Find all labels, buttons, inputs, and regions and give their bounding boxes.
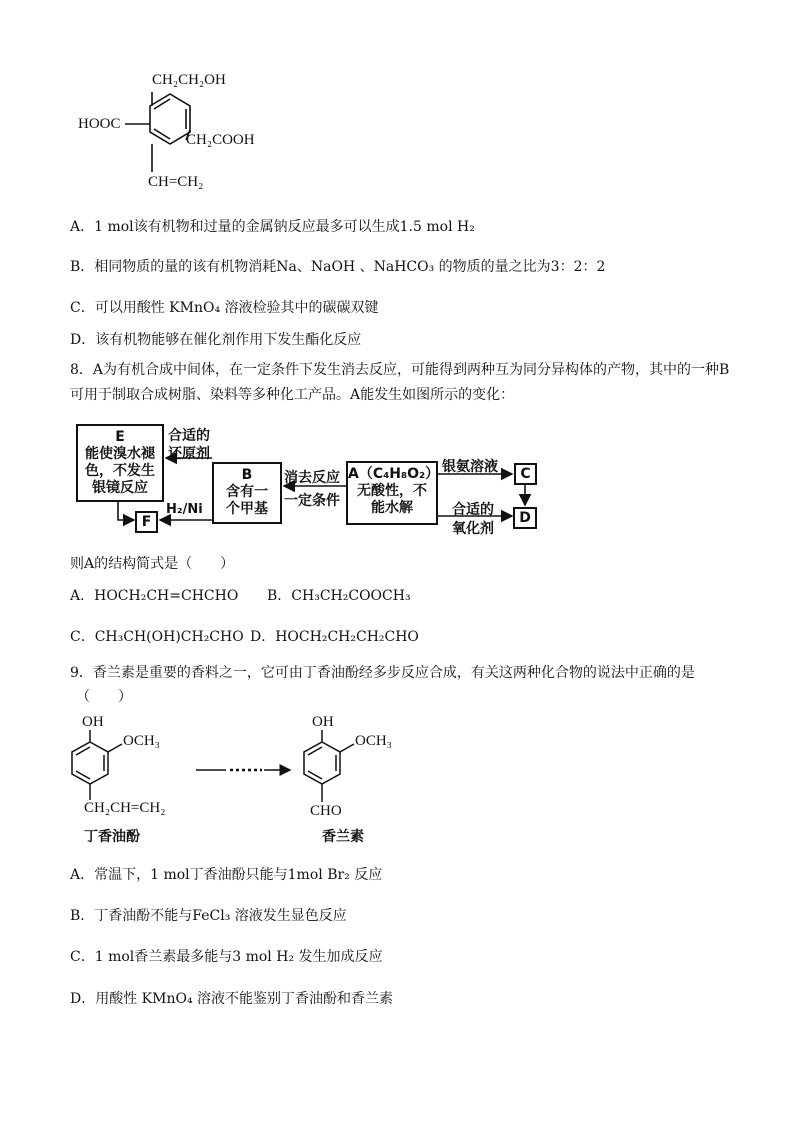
box-e-desc3: 银镜反应: [92, 480, 148, 496]
right-mol-name: 香兰素: [322, 829, 364, 845]
box-a-desc1: 无酸性，不: [357, 483, 427, 499]
box-e-label: E: [115, 429, 125, 445]
q7-right-group: CH₂COOH: [186, 132, 255, 148]
box-a-formula: A（C₄H₈O₂）: [348, 466, 440, 482]
left-mol-och3: OCH₃: [123, 733, 160, 749]
q7-top-group: CH₂CH₂OH: [152, 72, 226, 88]
arrow-ac-label: 银氨溶液: [442, 459, 498, 475]
q8-stem-line1: 8．A为有机合成中间体，在一定条件下发生消去反应，可能得到两种互为同分异构体的产物，其中的一种B: [70, 362, 730, 378]
arrow-be-label1: 合适的: [168, 428, 210, 444]
arrow-ab-label1: 消去反应: [284, 470, 340, 486]
box-e-desc2: 色，不发生: [85, 463, 155, 479]
box-b-desc1: 含有一: [226, 484, 268, 500]
q9-option-c: C．1 mol香兰素最多能与3 mol H₂ 发生加成反应: [70, 949, 383, 965]
q7-option-c: C．可以用酸性 KMnO₄ 溶液检验其中的碳碳双键: [70, 300, 379, 316]
q7-option-d: D．该有机物能够在催化剂作用下发生酯化反应: [70, 332, 362, 348]
right-mol-cho: CHO: [310, 803, 342, 819]
box-f: F: [135, 511, 158, 533]
left-mol-name: 丁香油酚: [84, 829, 140, 845]
q7-option-a: A．1 mol该有机物和过量的金属钠反应最多可以生成1.5 mol H₂: [70, 219, 475, 235]
q9-option-b: B．丁香油酚不能与FeCl₃ 溶液发生显色反应: [70, 908, 347, 924]
q8-option-c: C．CH₃CH(OH)CH₂CHO: [70, 629, 244, 645]
q7-bottom-group: CH=CH₂: [148, 174, 204, 190]
box-d: D: [513, 507, 537, 529]
left-mol-oh: OH: [82, 714, 104, 730]
left-mol-allyl: CH₂CH=CH₂: [84, 800, 166, 816]
q8-option-a: A．HOCH₂CH=CHCHO: [70, 588, 239, 604]
q8-option-b: B．CH₃CH₂COOCH₃: [267, 588, 411, 604]
arrow-ad-label1: 合适的: [452, 502, 494, 518]
q9-option-a: A．常温下，1 mol丁香油酚只能与1mol Br₂ 反应: [70, 867, 383, 883]
right-mol-och3: OCH₃: [355, 733, 392, 749]
right-mol-oh: OH: [312, 714, 334, 730]
q7-option-b: B．相同物质的量的该有机物消耗Na、NaOH 、NaHCO₃ 的物质的量之比为3：2：2: [70, 259, 606, 275]
q9-stem-line2: （ ）: [76, 689, 132, 705]
arrow-be-label2: 还原剂: [168, 446, 210, 462]
box-c: C: [514, 463, 537, 485]
arrow-ad-label2: 氧化剂: [452, 521, 494, 537]
q9-stem-line1: 9．香兰素是重要的香料之一，它可由丁香油酚经多步反应合成，有关这两种化合物的说法中正确的是: [70, 665, 695, 681]
q9-option-d: D．用酸性 KMnO₄ 溶液不能鉴别丁香油酚和香兰素: [70, 991, 394, 1007]
arrow-bf-label: H₂/Ni: [166, 502, 203, 517]
box-e-desc1: 能使溴水褪: [85, 446, 155, 462]
q7-left-group: HOOC: [78, 116, 121, 132]
q8-option-d: D．HOCH₂CH₂CH₂CHO: [250, 629, 419, 645]
q8-stem-line2: 可用于制取合成树脂、染料等多种化工产品。A能发生如图所示的变化：: [70, 387, 515, 403]
arrow-ab-label2: 一定条件: [284, 493, 340, 509]
box-b-label: B: [241, 467, 253, 483]
box-a-desc2: 能水解: [371, 500, 413, 516]
q8-question: 则A的结构简式是（ ）: [70, 556, 235, 572]
box-b-desc2: 个甲基: [226, 501, 268, 517]
